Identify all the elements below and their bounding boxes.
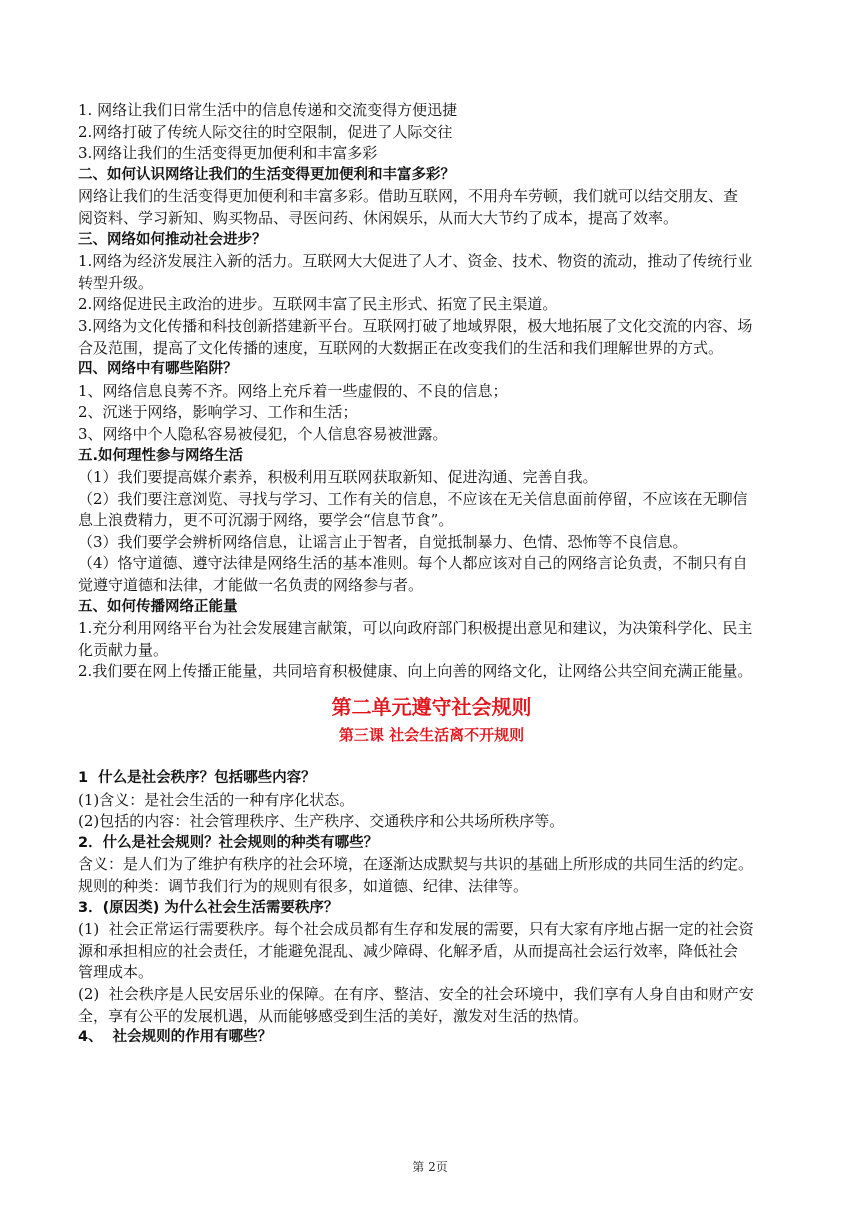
unit-title: 第二单元遵守社会规则 <box>331 695 532 720</box>
text-line: （1）我们要提高媒介素养，积极利用互联网获取新知、促进沟通、完善自我。 <box>78 468 598 487</box>
text-line: (2) 社会秩序是人民安居乐业的保障。在有序、整洁、安全的社会环境中，我们享有人身自由和财产安 <box>78 984 754 1003</box>
text-line: (1)含义：是社会生活的一种有序化状态。 <box>78 790 355 809</box>
section-heading: 四、网络中有哪些陷阱？ <box>78 361 238 378</box>
text-line: 3.网络让我们的生活变得更加便利和丰富多彩 <box>78 144 378 163</box>
document-page <box>78 100 785 1049</box>
text-line: （3）我们要学会辨析网络信息，让谣言止于智者，自觉抵制暴力、色情、恐怖等不良信息。 <box>78 532 688 551</box>
text-line: 转型升级。 <box>78 273 154 292</box>
section-heading: 五、如何传播网络正能量 <box>78 598 238 615</box>
text-line: 3、网络中个人隐私容易被侵犯，个人信息容易被泄露。 <box>78 424 448 443</box>
section-heading: 3．(原因类) 为什么社会生活需要秩序？ <box>78 899 339 916</box>
text-line: 1. 网络让我们日常生活中的信息传递和交流变得方便迅捷 <box>78 101 458 119</box>
text-line: 1.充分利用网络平台为社会发展建言献策，可以向政府部门积极提出意见和建议，为决策科学化、民主 <box>78 619 753 638</box>
text-line: 息上浪费精力，更不可沉溺于网络，要学会“信息节食”。 <box>78 511 454 530</box>
text-line: 觉遵守道德和法律，才能做一名负责的网络参与者。 <box>78 576 424 595</box>
text-line: 2.网络促进民主政治的进步。互联网丰富了民主形式、拓宽了民主渠道。 <box>78 295 558 314</box>
bottom-section <box>78 768 785 1049</box>
text-line: 阅资料、学习新知、购买物品、寻医问药、休闲娱乐，从而大大节约了成本，提高了效率。 <box>78 208 679 227</box>
page-number: 第 2页 <box>412 1160 448 1174</box>
text-line: 1.网络为经济发展注入新的活力。互联网大大促进了人才、资金、技术、物资的流动，推动了传统行业 <box>78 252 753 271</box>
text-line: 1、网络信息良莠不齐。网络上充斥着一些虚假的、不良的信息； <box>78 381 508 400</box>
text-line: 管理成本。 <box>78 963 154 982</box>
lesson-title: 第三课 社会生活离不开规则 <box>338 726 525 745</box>
top-section <box>78 100 785 683</box>
section-heading: 4、 社会规则的作用有哪些？ <box>78 1029 273 1046</box>
text-line: 3.网络为文化传播和科技创新搭建新平台。互联网打破了地域界限，极大地拓展了文化交流的内容、场 <box>78 316 753 335</box>
text-line: (2)包括的内容：社会管理秩序、生产秩序、交通秩序和公共场所秩序等。 <box>78 812 565 831</box>
text-line: 网络让我们的生活变得更加便利和丰富多彩。借助互联网，不用舟车劳顿，我们就可以结交朋友、查 <box>78 187 739 206</box>
text-line: 源和承担相应的社会责任，才能避免混乱、减少障碍、化解矛盾，从而提高社会运行效率，降低社会 <box>78 941 739 960</box>
text-line: 规则的种类：调节我们行为的规则有很多，如道德、纪律、法律等。 <box>78 877 529 895</box>
section-heading: 1 什么是社会秩序？包括哪些内容？ <box>78 770 316 787</box>
text-line: 合及范围，提高了文化传播的速度，互联网的大数据正在改变我们的生活和我们理解世界的方式。 <box>78 338 724 357</box>
section-heading: 2．什么是社会规则？社会规则的种类有哪些？ <box>78 834 379 851</box>
text-line: (1) 社会正常运行需要秩序。每个社会成员都有生存和发展的需要，只有大家有序地占据一定的社会资 <box>78 920 754 939</box>
text-line: 含义：是人们为了维护有秩序的社会环境，在逐渐达成默契与共识的基础上所形成的共同生活的约定。 <box>78 855 754 874</box>
section-heading: 三、网络如何推动社会进步？ <box>78 231 267 248</box>
text-line: 全，享有公平的发展机遇，从而能够感受到生活的美好，激发对生活的热情。 <box>78 1006 589 1025</box>
text-line: 2、沉迷于网络，影响学习、工作和生活； <box>78 403 358 422</box>
section-heading: 二、如何认识网络让我们的生活变得更加便利和丰富多彩？ <box>78 166 455 183</box>
text-line: （2）我们要注意浏览、寻找与学习、工作有关的信息，不应该在无关信息面前停留，不应该在无聊信 <box>78 489 748 508</box>
text-line: 2.网络打破了传统人际交往的时空限制，促进了人际交往 <box>78 122 453 141</box>
text-line: （4）恪守道德、遵守法律是网络生活的基本准则。每个人都应该对自己的网络言论负责，不制只有自 <box>78 554 748 573</box>
section-heading: 五.如何理性参与网络生活 <box>78 447 244 464</box>
text-line: 2.我们要在网上传播正能量，共同培育积极健康、向上向善的网络文化，让网络公共空间充满正能量。 <box>78 662 753 681</box>
text-line: 化贡献力量。 <box>78 640 169 659</box>
